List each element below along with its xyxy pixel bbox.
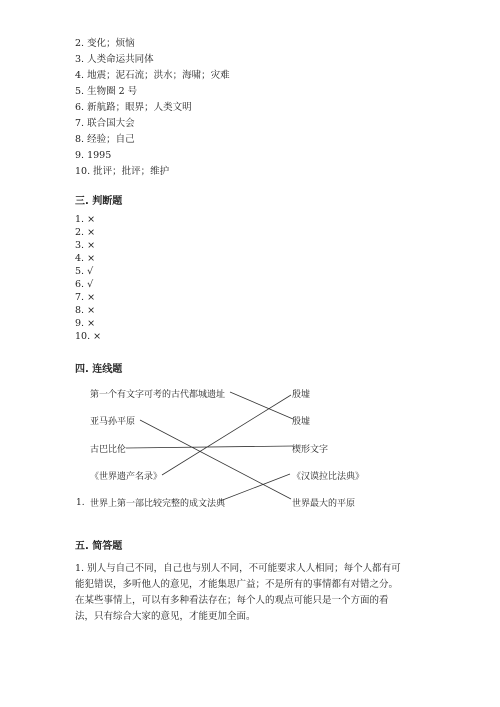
match-left-item: 亚马孙平原 [90,417,136,427]
match-line-4 [162,395,291,475]
judge-answer: 4. × [75,253,96,264]
judge-answer: 1. × [75,214,96,225]
fill-answer-line: 3. 人类命运共同体 [75,54,154,65]
match-section-title: 四. 连线题 [75,364,123,375]
judge-answer: 10. × [75,331,102,342]
match-line-5 [220,474,290,501]
judge-answer: 2. × [75,227,96,238]
short-answer-line: 在某些事情上，可以有多种看法存在；每个人的观点可能只是一个方面的看 [75,595,389,606]
fill-answer-line: 4. 地震；泥石流；洪水；海啸；灾难 [75,70,230,81]
fill-answer-line: 9. 1995 [75,150,112,161]
fill-answer-line: 6. 新航路；眼界；人类文明 [75,102,192,113]
fill-answer-line: 8. 经验；自己 [75,134,135,145]
judge-answer: 6. √ [75,279,94,290]
match-right-item: 楔形文字 [292,445,329,455]
fill-answer-line: 2. 变化；烦恼 [75,38,135,49]
short-answer-line: 能犯错误，多听他人的意见，才能集思广益；不是所有的事情都有对错之分。 [75,579,399,590]
short-answer-line: 1. 别人与自己不同，自己也与别人不同，不可能要求人人相同；每个人都有可 [75,563,401,574]
match-line-3 [126,446,293,448]
match-left-item: 第一个有文字可考的古代都城遗址 [90,390,226,400]
judge-answer: 9. × [75,318,96,329]
match-right-item: 殷墟 [292,390,311,400]
judge-answer: 5. √ [75,266,94,277]
judge-section-title: 三. 判断题 [75,196,123,207]
match-left-item: 世界上第一部比较完整的成文法典 [90,499,226,509]
judge-answer: 3. × [75,240,96,251]
short-answer-line: 法，只有综合大家的意见，才能更加全面。 [75,611,256,622]
short-section-title: 五. 简答题 [75,541,123,552]
match-question-number: 1. [76,498,85,508]
fill-answer-line: 10. 批评；批评；维护 [75,166,170,177]
match-line-1 [230,392,293,419]
judge-answer: 8. × [75,305,96,316]
match-line-2 [140,420,291,499]
fill-answer-line: 5. 生物圈 2 号 [75,86,138,97]
match-left-item: 《世界遗产名录》 [90,472,163,482]
match-right-item: 《汉谟拉比法典》 [292,472,365,482]
match-right-item: 殷墟 [292,417,311,427]
match-right-item: 世界最大的平原 [292,499,356,509]
match-left-item: 古巴比伦 [90,445,127,455]
fill-answer-line: 7. 联合国大会 [75,118,135,129]
judge-answer: 7. × [75,292,96,303]
